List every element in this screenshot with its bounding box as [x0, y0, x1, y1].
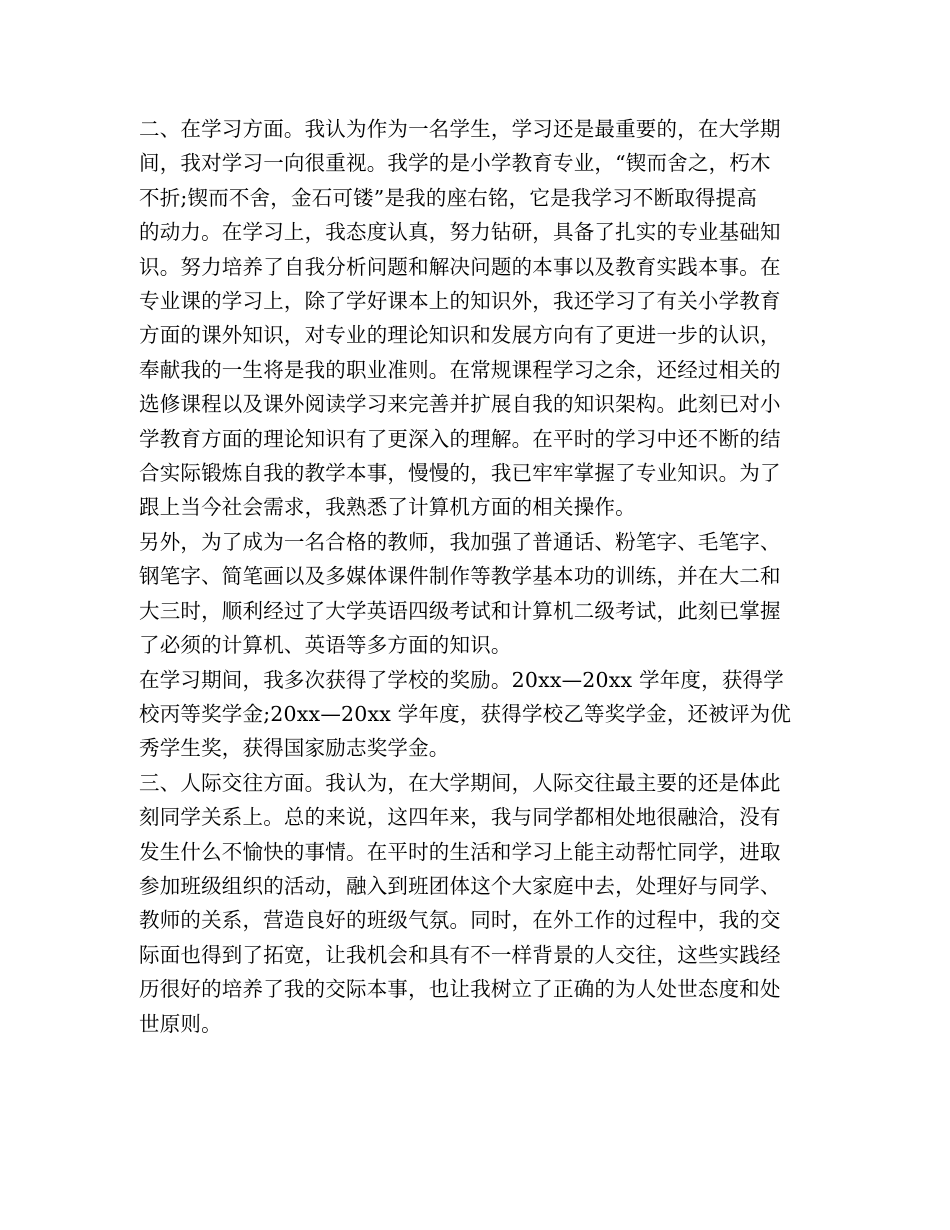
text-line: 教师的关系，营造良好的班级气氛。同时，在外工作的过程中，我的交 [139, 908, 781, 933]
text-line: 合实际锻炼自我的教学本事，慢慢的，我已牢牢掌握了专业知识。为了 [139, 461, 781, 486]
text-line: 世原则。 [139, 1011, 222, 1036]
text-line: 三、人际交往方面。我认为，在大学期间，人际交往最主要的还是体此 [139, 770, 781, 795]
text-line: 秀学生奖，获得国家励志奖学金。 [139, 736, 450, 761]
text-line: 际面也得到了拓宽，让我机会和具有不一样背景的人交往，这些实践经 [139, 942, 781, 967]
text-line: 历很好的培养了我的交际本事，也让我树立了正确的为人处世态度和处 [139, 977, 781, 1002]
text-line: 间，我对学习一向很重视。我学的是小学教育专业，“锲而舍之，朽木 [139, 151, 771, 176]
text-line: 的动力。在学习上，我态度认真，努力钻研，具备了扎实的专业基础知 [139, 220, 781, 245]
text-line: 大三时，顺利经过了大学英语四级考试和计算机二级考试，此刻已掌握 [139, 598, 781, 623]
text-line: 不折;锲而不舍，金石可镂”是我的座右铭，它是我学习不断取得提高 [139, 185, 758, 210]
text-line: 在学习期间，我多次获得了学校的奖励。20xx—20xx 学年度，获得学 [139, 667, 784, 692]
text-line: 学教育方面的理论知识有了更深入的理解。在平时的学习中还不断的结 [139, 426, 781, 451]
text-line: 钢笔字、简笔画以及多媒体课件制作等教学基本功的训练，并在大二和 [139, 564, 781, 589]
text-line: 选修课程以及课外阅读学习来完善并扩展自我的知识架构。此刻已对小 [139, 392, 781, 417]
text-line: 了必须的计算机、英语等多方面的知识。 [139, 633, 512, 658]
text-line: 参加班级组织的活动，融入到班团体这个大家庭中去，处理好与同学、 [139, 873, 781, 898]
text-line: 专业课的学习上，除了学好课本上的知识外，我还学习了有关小学教育 [139, 289, 781, 314]
text-line: 刻同学关系上。总的来说，这四年来，我与同学都相处地很融洽，没有 [139, 805, 781, 830]
text-line: 另外，为了成为一名合格的教师，我加强了普通话、粉笔字、毛笔字、 [139, 529, 781, 554]
document-body [139, 112, 814, 1041]
text-line: 识。努力培养了自我分析问题和解决问题的本事以及教育实践本事。在 [139, 254, 781, 279]
text-line: 二、在学习方面。我认为作为一名学生，学习还是最重要的，在大学期 [139, 117, 781, 141]
text-line: 方面的课外知识，对专业的理论知识和发展方向有了更进一步的认识， [139, 323, 781, 348]
text-line: 奉献我的一生将是我的职业准则。在常规课程学习之余，还经过相关的 [139, 357, 781, 382]
text-line: 跟上当今社会需求，我熟悉了计算机方面的相关操作。 [139, 495, 636, 520]
text-line: 发生什么不愉快的事情。在平时的生活和学习上能主动帮忙同学，进取 [139, 839, 781, 864]
text-line: 校丙等奖学金;20xx—20xx 学年度，获得学校乙等奖学金，还被评为优 [139, 701, 792, 726]
